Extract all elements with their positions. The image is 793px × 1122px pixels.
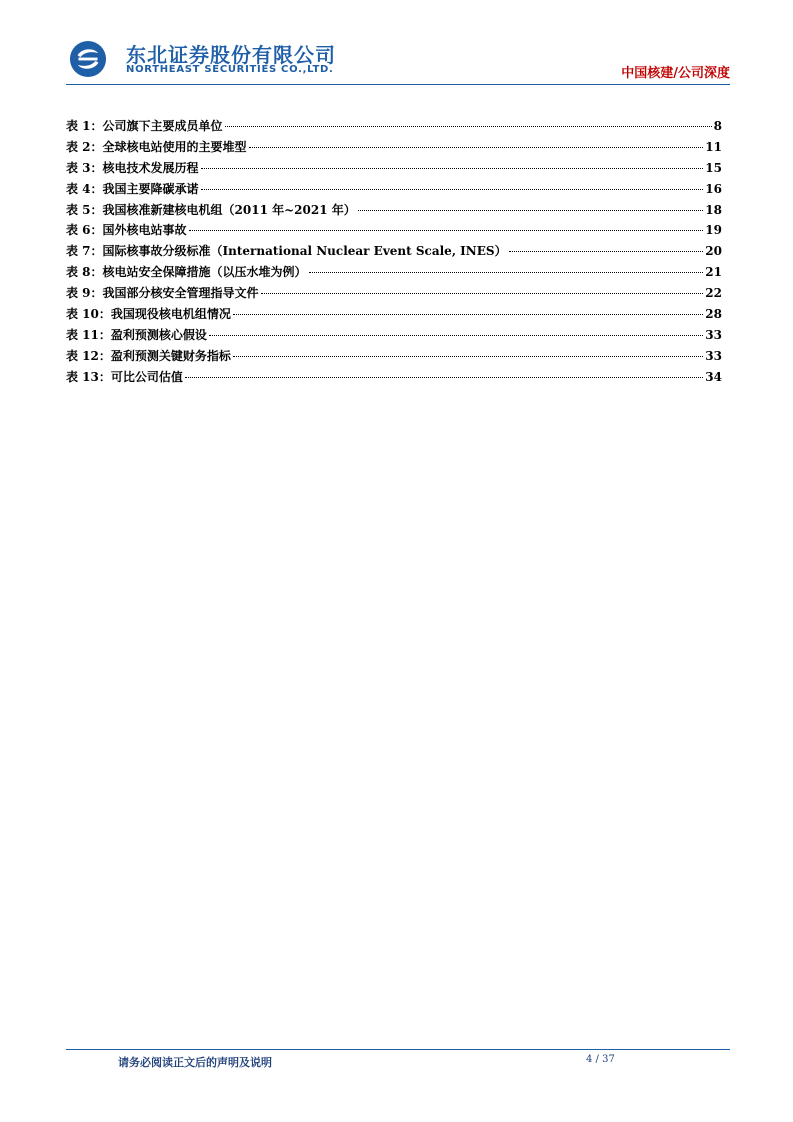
toc-entry-label[interactable]: 表 11：盈利预测核心假设 bbox=[66, 327, 207, 342]
toc-entry-page[interactable]: 33 bbox=[705, 327, 722, 342]
toc-dot-leader bbox=[225, 126, 712, 127]
toc-entry-label[interactable]: 表 3：核电技术发展历程 bbox=[66, 160, 199, 175]
toc-entry-page[interactable]: 34 bbox=[705, 369, 722, 384]
toc-entry-page[interactable]: 18 bbox=[705, 202, 722, 217]
toc-entry[interactable] bbox=[66, 305, 722, 326]
toc-dot-leader bbox=[261, 293, 704, 294]
toc-entry[interactable] bbox=[66, 242, 722, 263]
page-header bbox=[66, 36, 730, 84]
toc-entry-label[interactable]: 表 5：我国核准新建核电机组（2011 年~2021 年） bbox=[66, 202, 356, 217]
toc-entry[interactable] bbox=[66, 180, 722, 201]
toc-entry-label[interactable]: 表 7：国际核事故分级标准（International Nuclear Event Scale, INES） bbox=[66, 244, 507, 259]
toc-entry-page[interactable]: 21 bbox=[705, 265, 722, 280]
toc-entry[interactable] bbox=[66, 263, 722, 284]
toc-entry-page[interactable]: 28 bbox=[705, 307, 722, 322]
toc-dot-leader bbox=[249, 147, 704, 148]
toc-entry-page[interactable]: 19 bbox=[705, 223, 722, 238]
toc-entry-label[interactable]: 表 6：国外核电站事故 bbox=[66, 223, 187, 238]
toc-dot-leader bbox=[509, 251, 704, 252]
toc-dot-leader bbox=[209, 335, 703, 336]
toc-dot-leader bbox=[358, 210, 704, 211]
toc-entry-label[interactable]: 表 1：公司旗下主要成员单位 bbox=[66, 119, 223, 133]
footer-disclaimer: 请务必阅读正文后的声明及说明 bbox=[118, 1056, 272, 1069]
toc-dot-leader bbox=[189, 230, 704, 231]
toc-entry[interactable] bbox=[66, 201, 722, 222]
toc-entry[interactable] bbox=[66, 159, 722, 180]
toc-entry-page[interactable]: 15 bbox=[705, 160, 722, 175]
toc-entry-page[interactable]: 33 bbox=[705, 348, 722, 363]
toc-entry[interactable] bbox=[66, 221, 722, 242]
toc-entry-page[interactable]: 11 bbox=[705, 139, 722, 154]
toc-entry-page[interactable]: 16 bbox=[705, 181, 722, 196]
toc-entry[interactable] bbox=[66, 284, 722, 305]
toc-entry-page[interactable]: 8 bbox=[713, 119, 722, 133]
toc-entry[interactable] bbox=[66, 326, 722, 347]
header-divider bbox=[66, 84, 730, 85]
toc-dot-leader bbox=[201, 168, 704, 169]
toc-entry-label[interactable]: 表 4：我国主要降碳承诺 bbox=[66, 181, 199, 196]
toc-entry-label[interactable]: 表 8：核电站安全保障措施（以压水堆为例） bbox=[66, 265, 307, 280]
company-name-en: NORTHEAST SECURITIES CO.,LTD. bbox=[126, 64, 334, 75]
report-tag: 中国核建/公司深度 bbox=[621, 66, 730, 81]
toc-entry-label[interactable]: 表 12：盈利预测关键财务指标 bbox=[66, 348, 231, 363]
table-of-tables bbox=[66, 117, 722, 389]
toc-entry[interactable] bbox=[66, 138, 722, 159]
toc-entry-label[interactable]: 表 13：可比公司估值 bbox=[66, 369, 183, 384]
company-logo-icon bbox=[69, 40, 107, 78]
toc-entry[interactable] bbox=[66, 117, 722, 138]
toc-entry[interactable] bbox=[66, 347, 722, 368]
toc-entry-page[interactable]: 20 bbox=[705, 244, 722, 259]
toc-dot-leader bbox=[233, 314, 703, 315]
toc-dot-leader bbox=[309, 272, 704, 273]
toc-entry-page[interactable]: 22 bbox=[705, 286, 722, 301]
toc-entry-label[interactable]: 表 9：我国部分核安全管理指导文件 bbox=[66, 286, 259, 301]
toc-entry-label[interactable]: 表 10：我国现役核电机组情况 bbox=[66, 307, 231, 322]
footer-divider bbox=[66, 1049, 730, 1050]
toc-entry[interactable] bbox=[66, 368, 722, 389]
page-number: 4 / 37 bbox=[586, 1054, 615, 1065]
toc-dot-leader bbox=[201, 189, 704, 190]
company-name-cn: 东北证券股份有限公司 bbox=[126, 43, 336, 67]
toc-entry-label[interactable]: 表 2：全球核电站使用的主要堆型 bbox=[66, 139, 247, 154]
toc-dot-leader bbox=[233, 356, 703, 357]
toc-dot-leader bbox=[185, 377, 703, 378]
